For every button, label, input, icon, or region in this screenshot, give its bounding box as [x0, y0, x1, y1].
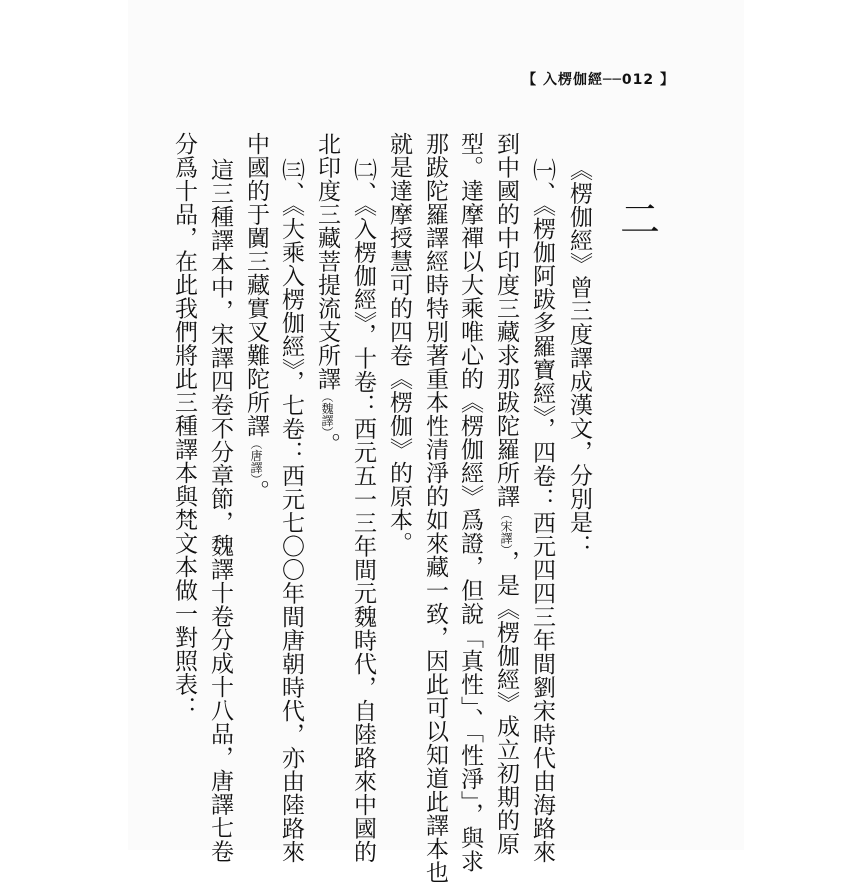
text-column: 分爲十品，在此我們將此三種譯本與梵文本做一對照表： [171, 132, 197, 720]
text-column: 到中國的中印度三藏求那跋陀羅所譯（宋譯），是《楞伽經》成立初期的原 [493, 132, 519, 856]
text-column: 這三種譯本中，宋譯四卷不分章節，魏譯十卷分成十八品，唐譯七卷 [207, 158, 233, 863]
text-column: 北印度三藏菩提流支所譯（魏譯）。 [314, 132, 340, 456]
text-column: 就是達摩授慧可的四卷《楞伽》的原本。 [386, 132, 412, 555]
running-header: 【 入楞伽經──012 】 [522, 72, 675, 88]
text-column: ㈠、《楞伽阿跋多羅寶經》，四卷：西元四四三年間劉宋時代由海路來 [529, 158, 555, 864]
section-numeral: 二 [620, 197, 660, 243]
text-column: 那跋陀羅譯經時特別著重本性清淨的如來藏一致，因此可以知道此譯本也 [422, 132, 448, 884]
text-column: 《楞伽經》曾三度譯成漢文，分別是： [566, 158, 592, 558]
text-column: 型。達摩禪以大乘唯心的《楞伽經》爲證，但說「真性」、「性淨」，與求 [457, 132, 483, 873]
text-column: 中國的于闐三藏實叉難陀所譯（唐譯）。 [243, 132, 269, 503]
text-column: ㈡、《入楞伽經》，十卷：西元五一三年間元魏時代，自陸路來中國的 [350, 158, 376, 864]
text-column: ㈢、《大乘入楞伽經》，七卷：西元七〇〇年間唐朝時代，亦由陸路來 [278, 158, 304, 864]
